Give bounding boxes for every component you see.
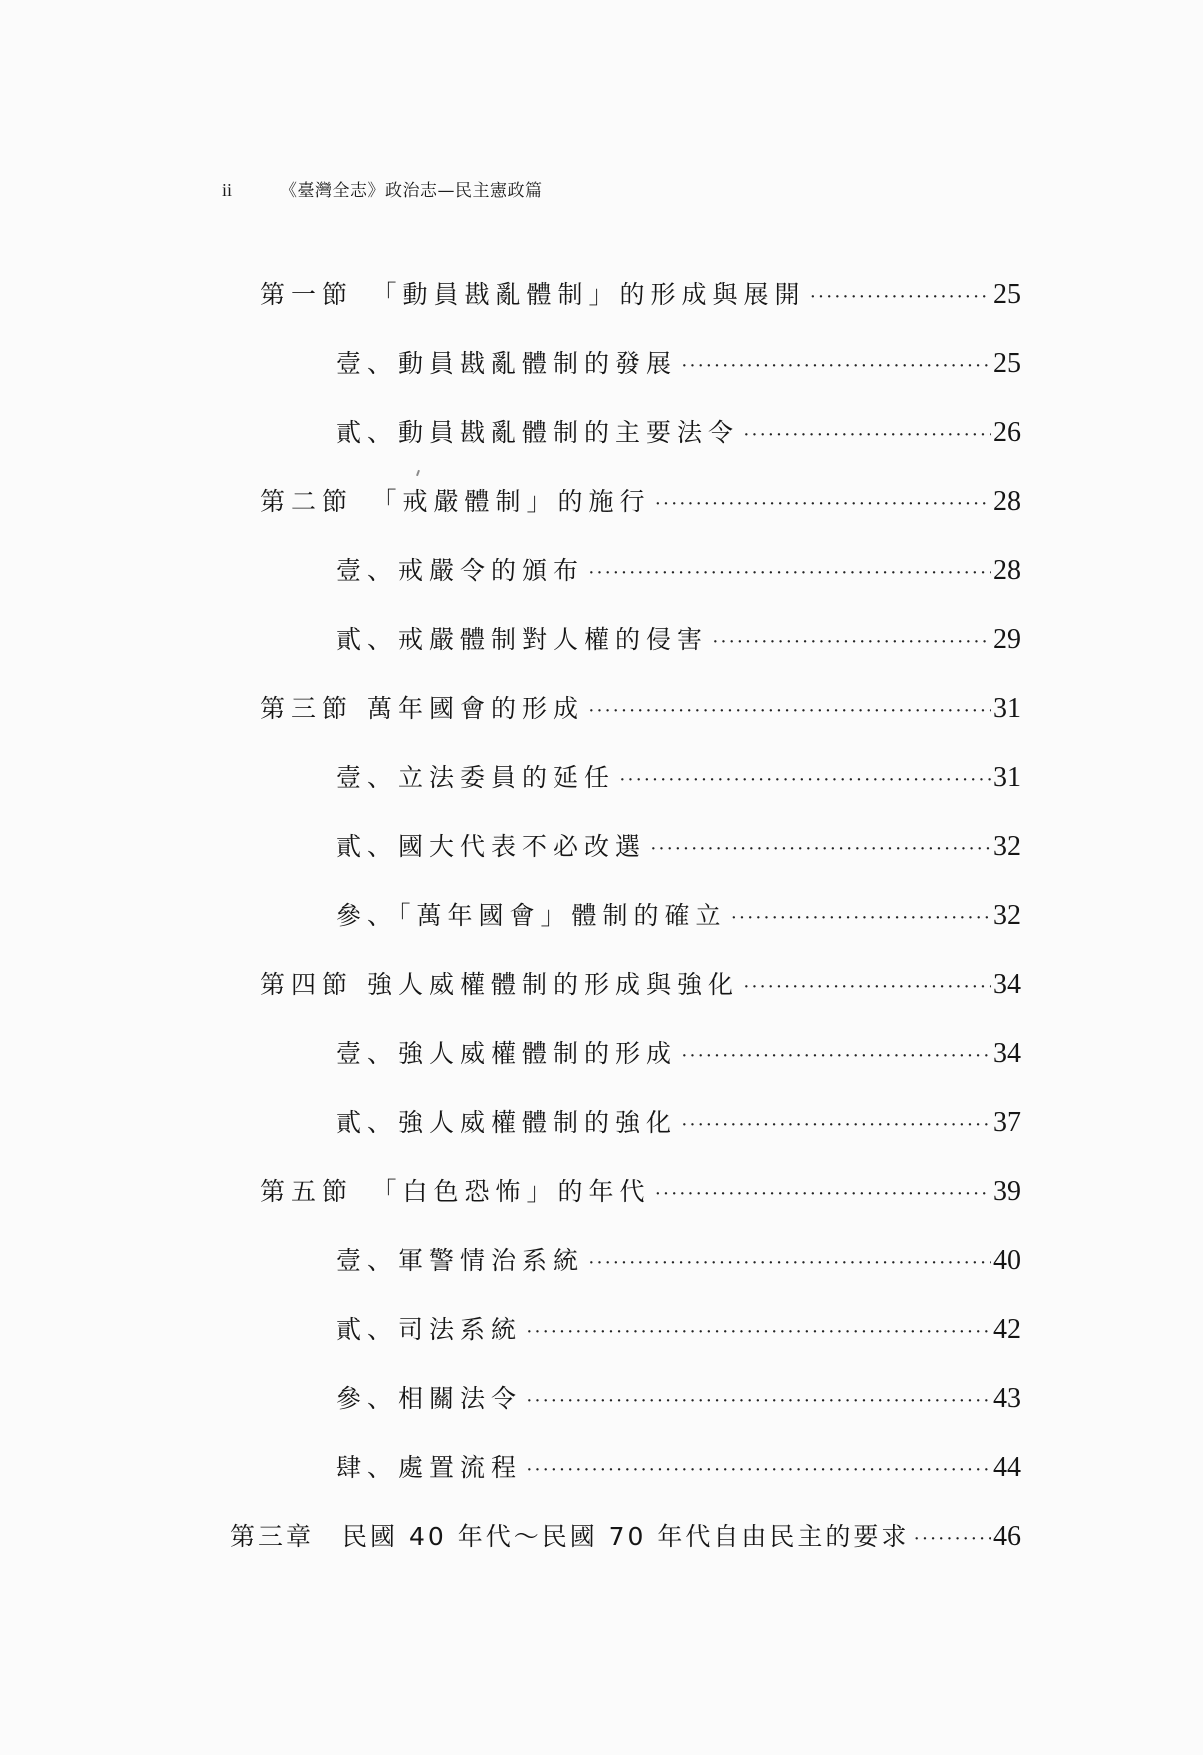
toc-entry-page: 37 (993, 1107, 1021, 1138)
leader-dots (588, 562, 991, 585)
leader-dots (650, 838, 991, 861)
scan-speck (416, 470, 420, 476)
toc-entry-page: 25 (993, 348, 1021, 379)
toc-entry-sub[interactable] (336, 1448, 1021, 1488)
toc-entry-sub[interactable] (336, 1034, 1021, 1074)
leader-dots (913, 1528, 991, 1551)
toc-entry-sub[interactable] (336, 344, 1021, 384)
toc-entry-page: 43 (993, 1383, 1021, 1414)
toc-entry-label: 參、「萬年國會」體制的確立 (336, 901, 727, 930)
toc-entry-page: 32 (993, 900, 1021, 931)
leader-dots (712, 631, 991, 654)
toc-entry-page: 28 (993, 555, 1021, 586)
toc-entry-label: 肆、處置流程 (336, 1453, 523, 1482)
toc-entry-label: 貳、國大代表不必改選 (336, 832, 647, 861)
toc-entry-page: 34 (993, 969, 1021, 1000)
leader-dots (810, 286, 991, 309)
book-title: 《臺灣全志》政治志—民主憲政篇 (280, 181, 543, 201)
leader-dots (743, 976, 991, 999)
toc-entry-page: 34 (993, 1038, 1021, 1069)
toc-entry-label: 第二節 「戒嚴體制」的施行 (260, 487, 651, 516)
leader-dots (731, 907, 991, 930)
toc-entry-section-2[interactable] (260, 482, 1021, 522)
toc-entry-label: 貳、戒嚴體制對人權的侵害 (336, 625, 709, 654)
toc-entry-chapter-3[interactable] (230, 1517, 1021, 1557)
toc-entry-sub[interactable] (336, 1379, 1021, 1419)
toc-entry-label: 壹、軍警情治系統 (336, 1246, 585, 1275)
toc-entry-section-1[interactable] (260, 275, 1021, 315)
toc-entry-sub[interactable] (336, 413, 1021, 453)
leader-dots (743, 424, 991, 447)
toc-entry-sub[interactable] (336, 1310, 1021, 1350)
toc-entry-sub[interactable] (336, 1241, 1021, 1281)
toc-entry-label: 壹、強人威權體制的形成 (336, 1039, 678, 1068)
toc-entry-label: 第三章 民國 40 年代～民國 70 年代自由民主的要求 (230, 1522, 910, 1551)
toc-entry-page: 39 (993, 1176, 1021, 1207)
toc-entry-sub[interactable] (336, 620, 1021, 660)
leader-dots (588, 700, 991, 723)
toc-entry-page: 28 (993, 486, 1021, 517)
leader-dots (526, 1321, 991, 1344)
toc-entry-sub[interactable] (336, 827, 1021, 867)
toc-entry-label: 貳、動員戡亂體制的主要法令 (336, 418, 740, 447)
toc-entry-page: 31 (993, 693, 1021, 724)
leader-dots (526, 1390, 991, 1413)
toc-entry-label: 第五節 「白色恐怖」的年代 (260, 1177, 651, 1206)
toc-entry-label: 參、相關法令 (336, 1384, 523, 1413)
leader-dots (619, 769, 991, 792)
toc-entry-label: 貳、強人威權體制的強化 (336, 1108, 678, 1137)
leader-dots (681, 1114, 991, 1137)
leader-dots (526, 1459, 991, 1482)
leader-dots (681, 1045, 991, 1068)
toc-entry-sub[interactable] (336, 896, 1021, 936)
toc-entry-sub[interactable] (336, 758, 1021, 798)
leader-dots (655, 493, 991, 516)
toc-entry-page: 25 (993, 279, 1021, 310)
toc-entry-section-3[interactable] (260, 689, 1021, 729)
toc-entry-page: 46 (993, 1521, 1021, 1552)
toc-entry-label: 第四節 強人威權體制的形成與強化 (260, 970, 739, 999)
toc-entry-label: 貳、司法系統 (336, 1315, 523, 1344)
toc-entry-section-4[interactable] (260, 965, 1021, 1005)
toc-entry-sub[interactable] (336, 551, 1021, 591)
toc-entry-label: 壹、戒嚴令的頒布 (336, 556, 585, 585)
toc-entry-page: 32 (993, 831, 1021, 862)
page-folio: ii (222, 180, 233, 200)
toc-entry-label: 第三節 萬年國會的形成 (260, 694, 584, 723)
toc-entry-label: 壹、立法委員的延任 (336, 763, 616, 792)
toc-entry-page: 29 (993, 624, 1021, 655)
toc-entry-sub[interactable] (336, 1103, 1021, 1143)
leader-dots (588, 1252, 991, 1275)
toc-entry-page: 31 (993, 762, 1021, 793)
toc-entry-page: 42 (993, 1314, 1021, 1345)
toc-entry-page: 40 (993, 1245, 1021, 1276)
toc-entry-label: 壹、動員戡亂體制的發展 (336, 349, 678, 378)
toc-entry-page: 44 (993, 1452, 1021, 1483)
leader-dots (681, 355, 991, 378)
toc-entry-label: 第一節 「動員戡亂體制」的形成與展開 (260, 280, 806, 309)
toc-entry-page: 26 (993, 417, 1021, 448)
running-header (222, 176, 543, 201)
toc-entry-section-5[interactable] (260, 1172, 1021, 1212)
leader-dots (655, 1183, 991, 1206)
